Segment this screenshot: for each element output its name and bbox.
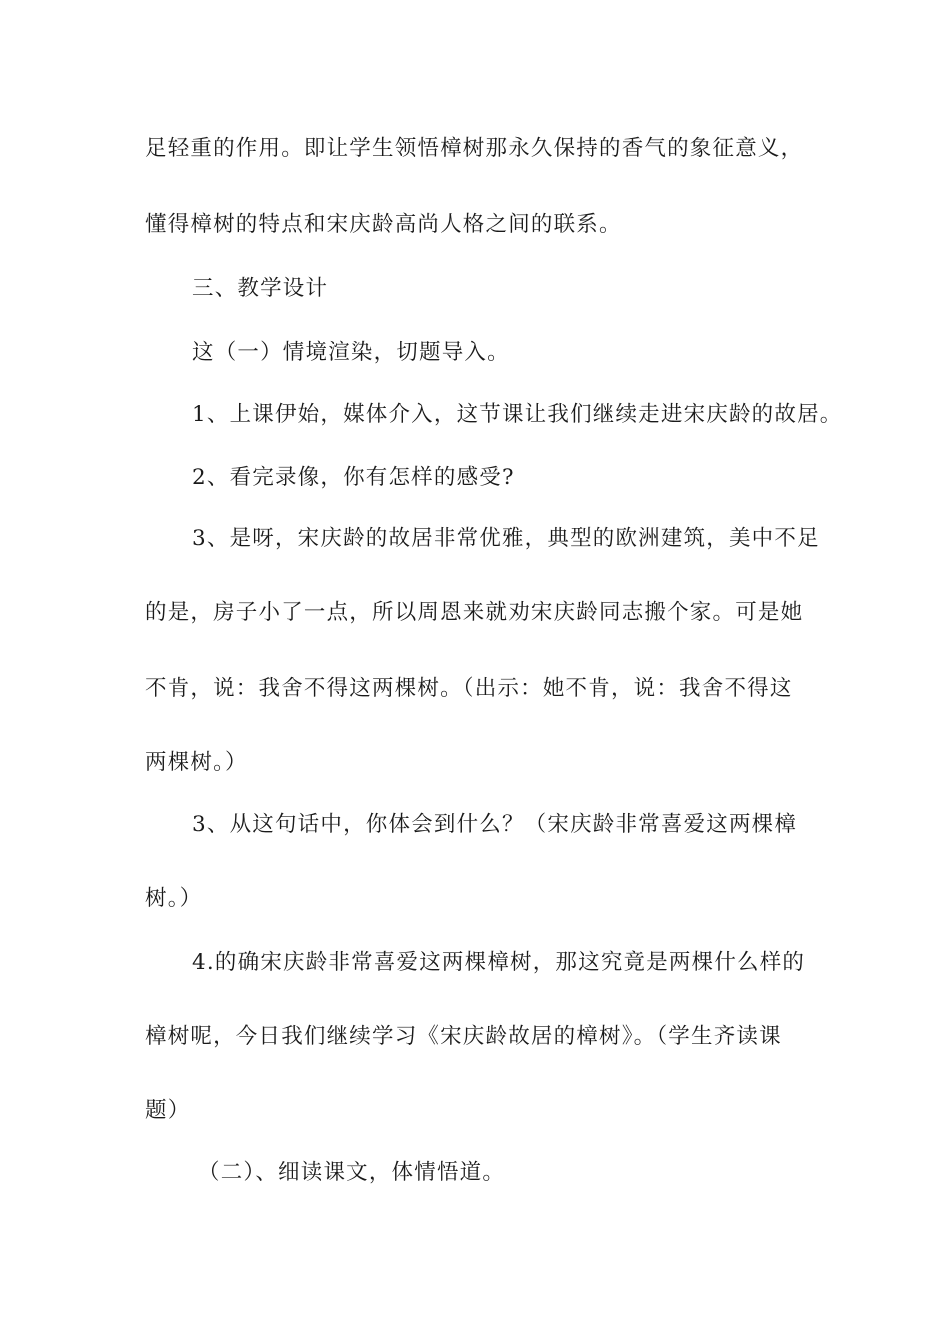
subsection-heading: （二）、细读课文，体情悟道。 [198, 1160, 506, 1185]
paragraph-line: 的是，房子小了一点，所以周恩来就劝宋庆龄同志搬个家。可是她 [145, 600, 804, 625]
paragraph-line: 1、上课伊始，媒体介入，这节课让我们继续走进宋庆龄的故居。 [192, 402, 843, 427]
subsection-heading: 这（一）情境渲染，切题导入。 [192, 340, 510, 365]
paragraph-line: 2、看完录像，你有怎样的感受? [192, 465, 515, 490]
paragraph-line: 不肯，说：我舍不得这两棵树。（出示：她不肯，说：我舍不得这 [145, 676, 793, 701]
paragraph-line: 樟树呢，今日我们继续学习《宋庆龄故居的樟树》。（学生齐读课 [145, 1024, 782, 1049]
paragraph-line: 树。） [145, 886, 203, 911]
paragraph-line: 题） [145, 1098, 191, 1123]
paragraph-line: 4.的确宋庆龄非常喜爱这两棵樟树，那这究竟是两棵什么样的 [192, 950, 806, 975]
paragraph-line: 两棵树。） [145, 750, 248, 775]
paragraph-line: 足轻重的作用。即让学生领悟樟树那永久保持的香气的象征意义， [145, 136, 804, 161]
paragraph-line: 3、从这句话中，你体会到什么？（宋庆龄非常喜爱这两棵樟 [192, 812, 798, 837]
paragraph-line: 3、是呀，宋庆龄的故居非常优雅，典型的欧洲建筑，美中不足 [192, 526, 820, 551]
paragraph-line: 懂得樟树的特点和宋庆龄高尚人格之间的联系。 [145, 212, 622, 237]
section-heading: 三、教学设计 [192, 276, 329, 301]
